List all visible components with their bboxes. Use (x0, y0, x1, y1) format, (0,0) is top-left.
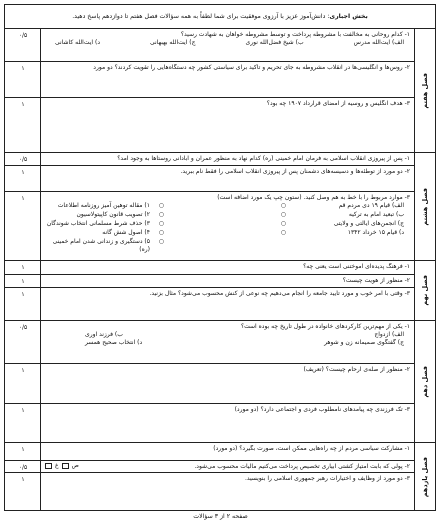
question-text: ۲- پولی که بابت امتیاز کشتی آبیاری تخصیص پرداخت می‌کنیم مالیات محسوب می‌شود. (194, 463, 410, 470)
question-text: ۱- فرهنگ پدیده‌ای آموختنی است یعنی چه؟ (303, 263, 410, 270)
question-score: ۱ (21, 264, 25, 271)
question-text: ۲- منظور از صله‌ی ارحام چیست؟ (تعریف) (303, 366, 410, 373)
circle-icon[interactable]: ○ (280, 211, 286, 218)
header-instructions: دانش‌آموز عزیز با آرزوی موفقیت برای شما لطفاً به همه سؤالات فصل هفتم تا دوازدهم پاسخ دهید. (72, 12, 326, 20)
exam-sheet (4, 4, 436, 511)
circle-icon[interactable]: ○ (280, 202, 286, 209)
question-score: ۱ (21, 476, 25, 483)
header-title: بخش اجباری (329, 12, 368, 20)
section-chapter-9 (5, 261, 435, 321)
question (5, 321, 414, 363)
section-title: فصل نهم (420, 275, 429, 306)
circle-icon[interactable]: ○ (280, 229, 286, 236)
question-score: ۰/۵ (18, 464, 28, 471)
question-score: ۰/۵ (18, 156, 28, 163)
match-item-right: ج) انجمن‌های ایالتی و ولایتی (333, 220, 404, 227)
matching-row (45, 220, 410, 229)
true-false-choice (45, 462, 79, 470)
section-title: فصل دهم (420, 365, 429, 398)
circle-icon[interactable]: ○ (158, 229, 164, 236)
option: ج) آیت‌الله بهبهانی (150, 39, 196, 46)
exam-header (5, 5, 435, 29)
question-text: ۲- روس‌ها و انگلیسی‌ها در انقلاب مشروطه به جای تحریم و تأکید برای سیاستی کشور چه دستگاه‌هایی را تقویت کردند؟ دو مورد (93, 64, 410, 71)
section-title: فصل هفتم (420, 72, 429, 109)
question (5, 460, 414, 472)
match-item-left: ۲) تصویب قانون کاپیتولاسیون (76, 211, 150, 218)
question (5, 165, 414, 191)
question-text: ۱- مشارکت سیاسی مردم از چه راه‌هایی ممکن است، صورت بگیرد؟ (دو مورد) (213, 445, 410, 452)
match-item-right: ب) تبعید امام به ترکیه (348, 211, 404, 218)
match-item-right: الف) قیام ۱۹ دی مردم قم (338, 202, 404, 209)
option: د) انتخاب صحیح همسر (85, 339, 143, 346)
question-options (45, 339, 410, 347)
section-label-box (414, 443, 435, 511)
circle-icon[interactable]: ○ (158, 220, 164, 227)
matching-row (45, 202, 410, 211)
question-text: ۳- تک فرزندی چه پیامدهای نامطلوب فردی و اجتماعی دارد؟ (دو مورد) (234, 406, 410, 413)
option: الف) آیت‌الله مدرس (353, 39, 404, 46)
true-label: ص (71, 462, 79, 469)
circle-icon[interactable]: ○ (158, 202, 164, 209)
section-title: فصل هشتم (420, 187, 429, 226)
section-label-box (414, 153, 435, 260)
question-text: ۱- کدام روحانی به مخالفت با مشروطه پرداخت و توسط مشروطه خواهان به شهادت رسید؟ (180, 31, 410, 38)
match-item-left: ۳) حذف شرط مسلمانی انتخاب شوندگان (46, 220, 150, 227)
question-text: ۲- منظور از هویت چیست؟ (342, 277, 410, 284)
option: الف) ازدواج (374, 331, 404, 338)
question-text: ۳- وقتی با امر خوب و مورد تأیید جامعه را انجام می‌دهیم چه نوعی از کنش محسوب می‌شود؟ مثال بزنید. (149, 290, 410, 297)
question-score: ۱ (21, 407, 25, 414)
question-options (45, 331, 410, 339)
question-text: ۳- موارد مربوط را با خط به هم وصل کنید. (ستون چپ یک مورد اضافه است) (217, 194, 410, 201)
circle-icon[interactable]: ○ (158, 211, 164, 218)
section-label-box (414, 321, 435, 442)
question-score: ۱ (21, 169, 25, 176)
matching-row (45, 229, 410, 238)
false-label: غ (55, 462, 59, 469)
question (5, 261, 414, 274)
section-chapter-10 (5, 321, 435, 443)
section-title: فصل یازدهم (420, 456, 429, 498)
true-checkbox[interactable] (62, 463, 69, 469)
false-checkbox[interactable] (45, 463, 52, 469)
section-label-box (414, 261, 435, 320)
section-chapter-8 (5, 153, 435, 261)
option: ب) فرزند آوری (85, 331, 123, 338)
question-text: ۳- هدف انگلیس و روسیه از امضای قرارداد ۱۹۰۷ چه بود؟ (266, 100, 410, 107)
section-chapter-7 (5, 29, 435, 153)
match-item-right: د) قیام ۱۵ خرداد ۱۳۴۲ (347, 229, 404, 236)
question-score: ۱ (21, 65, 25, 72)
circle-icon[interactable]: ○ (280, 220, 286, 227)
question-text: ۳- دو مورد از وظایف و اختیارات رهبر جمهوری اسلامی را بنویسید. (244, 475, 410, 482)
question-score: ۱ (21, 101, 25, 108)
question-text: ۱- پس از پیروزی انقلاب اسلامی به فرمان امام خمینی (ره) کدام نهاد به منظور عمران و آبادانی روستاها به وجود آمد؟ (117, 155, 410, 162)
question (5, 97, 414, 153)
question-score: ۰/۵ (18, 32, 28, 39)
question (5, 472, 414, 511)
question-score: ۱ (21, 291, 25, 298)
question-score: ۱ (21, 367, 25, 374)
page-footer: صفحه ۲ از ۳ سؤالات (193, 513, 248, 520)
section-chapter-11 (5, 443, 435, 511)
matching-row (45, 211, 410, 220)
question-score: ۰/۵ (18, 324, 28, 331)
question (5, 274, 414, 287)
question (5, 443, 414, 460)
question (5, 363, 414, 403)
question (5, 153, 414, 165)
match-item-left: ۴) اصول شش گانه (102, 229, 150, 236)
question-score: ۱ (21, 446, 25, 453)
matching-row (45, 238, 410, 253)
question (5, 287, 414, 321)
question-score: ۱ (21, 278, 25, 285)
question-text: ۱- یکی از مهم‌ترین کارکردهای خانواده در طول تاریخ چه بوده است؟ (240, 323, 410, 330)
question (5, 191, 414, 261)
matching-table (45, 202, 410, 253)
header-line: بخش اجباری: دانش‌آموز عزیز با آرزوی موفقیت برای شما لطفاً به همه سؤالات فصل هفتم تا دوازدهم پاسخ دهید. (72, 12, 368, 20)
question (5, 61, 414, 97)
question-options (45, 39, 410, 47)
question (5, 403, 414, 443)
option: ج) گفتگوی صمیمانه زن و شوهر (324, 339, 404, 346)
question (5, 29, 414, 61)
match-item-left: ۵) دستگیری و زندانی شدن امام خمینی (ره) (52, 238, 150, 253)
option: د) آیت‌الله کاشانی (55, 39, 100, 46)
match-item-left: ۱) مقاله توهین آمیز روزنامه اطلاعات (57, 202, 150, 209)
question-score: ۱ (21, 195, 25, 202)
option: ب) شیخ فضل‌الله نوری (245, 39, 304, 46)
circle-icon[interactable]: ○ (158, 238, 164, 245)
question-text: ۲- دو مورد از توطئه‌ها و دسیسه‌های دشمنان پس از پیروزی انقلاب اسلامی را فقط نام ببرید. (180, 168, 410, 175)
section-label-box (414, 29, 435, 152)
